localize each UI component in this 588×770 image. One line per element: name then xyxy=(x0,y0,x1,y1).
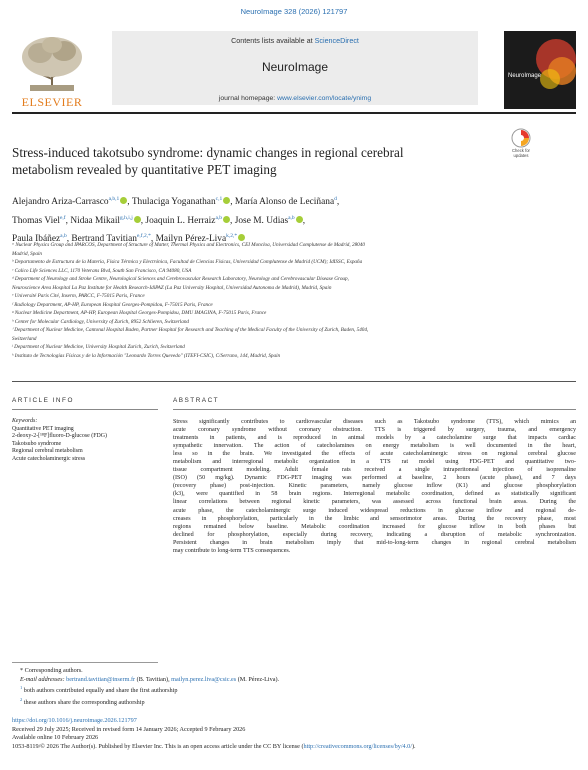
contents-line xyxy=(112,36,478,45)
author-affiliation-marks[interactable]: d xyxy=(334,196,337,202)
author-affiliation-marks[interactable]: e,f,2,* xyxy=(136,233,151,240)
cover-title: NeuroImage xyxy=(508,73,542,79)
footnotes xyxy=(12,667,576,708)
author-name[interactable]: Thomas Viel xyxy=(12,215,60,226)
author-name[interactable]: Joaquin L. Herraiz xyxy=(145,215,216,226)
affiliation-line: ᶠ Radiology Department, AP-HP, European Hospital Georges-Pompidou, F-75015 Paris, France xyxy=(12,301,213,308)
affiliation-line: Neuroscience Area Hospital La Paz Institute for Health Research-IdiPAZ (La Paz University Hospital, Universidad Autonoma de Madrid), Madrid, Spain xyxy=(12,284,332,291)
abstract-line: (ISO) (50 mg/kg). Dynamic FDG-PET imaging was performed at baseline, 2 hours (acute phase), and 7 days xyxy=(173,475,576,482)
journal-homepage xyxy=(112,95,478,102)
abstract-line: less so in the brain. We investigated the effects of acute catecholaminergic stress on regional cerebral glucose xyxy=(173,451,576,458)
elsevier-tree-logo xyxy=(12,33,92,95)
keyword[interactable]: 2-deoxy-2-[¹⁸F]fluoro-D-glucose (FDG) xyxy=(12,433,107,440)
badge-label-line-2: updates xyxy=(513,153,529,158)
author-affiliation-marks[interactable]: a,b,1 xyxy=(108,196,120,202)
keyword[interactable]: Acute catecholaminergic stress xyxy=(12,455,86,462)
abstract-line: tissue compartment modeling. Adult female rats received a single intraperitoneal injection of isoprenaline xyxy=(173,467,576,474)
author-separator: , xyxy=(127,197,132,208)
abstract-line: creases in phosphorylation, particularly in the limbic and sensorimotor areas. During the recovery phase, most xyxy=(173,515,576,522)
received-dates: Received 29 July 2025; Received in revised form 14 January 2026; Accepted 9 February 2026 xyxy=(12,725,246,733)
footnote-rule xyxy=(12,662,158,663)
available-online: Available online 10 February 2026 xyxy=(12,734,99,742)
abstract-heading: ABSTRACT xyxy=(173,397,220,404)
abstract-line: Stress significantly contributes to cardiovascular diseases such as Takotsubo syndrome (TTS), which mimics an xyxy=(173,419,576,425)
footnote-text: both authors contributed equally and share the first authorship xyxy=(22,687,178,695)
author-affiliation-marks[interactable]: a,b xyxy=(288,214,295,221)
email-owner: (B. Tavitian), xyxy=(135,675,172,683)
doi xyxy=(12,717,576,726)
abstract-line: (recovery phase) post-injection. Kinetic parameters, namely glucose inflow (K1) and glucose phosphorylation xyxy=(173,483,576,490)
abstract-line: Persistent changes in brain metabolism imply that mid-to-long-term changes in regional cerebral metabolism xyxy=(173,539,576,546)
author-separator: , xyxy=(65,215,71,226)
journal-name: NeuroImage xyxy=(261,60,329,74)
author-line-2 xyxy=(12,211,576,230)
author-name[interactable]: María Alonso de Leciñana xyxy=(234,197,335,208)
footnote-text: these authors share the corresponding authorship xyxy=(22,698,145,706)
author-list xyxy=(12,192,576,248)
affiliation-line: ʰ Center for Molecular Cardiology, University of Zurich, 8952 Schlieren, Switzerland xyxy=(12,318,190,325)
affiliation-line: ᶜ Calico Life Sciences LLC, 1170 Veterans Blvd, South San Francisco, CA 94080, USA xyxy=(12,267,192,274)
author-affiliation-marks[interactable]: c,1 xyxy=(215,196,223,202)
author-separator: , xyxy=(302,215,306,226)
affiliation-list xyxy=(12,241,576,360)
author-separator: , xyxy=(66,234,72,245)
license-link[interactable]: http://creativecommons.org/licenses/by/4.0/ xyxy=(303,742,412,750)
article-info-rule xyxy=(12,409,158,410)
elsevier-logo-text: ELSEVIER xyxy=(21,95,83,109)
footnote-mark: 1 xyxy=(20,685,23,691)
abstract-line: (k3), were quantified in 58 brain regions. Interregional metabolic coordination, defined as statistically significant xyxy=(173,491,576,498)
affiliation-line: ᵉ Université Paris Cité, Inserm, PARCC, F-75015 Paris, France xyxy=(12,293,145,299)
affiliation-line: Switzerland xyxy=(12,335,37,342)
badge-label-line-1: Check for xyxy=(512,148,530,153)
author-name[interactable]: Paula Ibáñez xyxy=(12,234,61,245)
license-prefix: 1053-8119/© 2026 The Author(s). Published by Elsevier Inc. This is an open access article under the CC BY license ( xyxy=(12,742,304,750)
footnote-2 xyxy=(12,696,576,708)
author-separator: , xyxy=(140,215,146,226)
abstract-line: acute phase, the catecholaminergic surge induced widespread reductions in glucose inflow and regional de- xyxy=(173,507,576,514)
affiliation-line: ⁱ Department of Nuclear Medicine, Cantonal Hospital Baden, Partner Hospital for Research and Teaching of the Medical Faculty of the University of Zurich, Baden, 5404, xyxy=(12,327,369,333)
license-suffix: ). xyxy=(412,742,416,750)
header-rule xyxy=(12,112,576,114)
abstract-line: linear correlations between regional kinetic parameters, was assessed across functional brain areas. During the xyxy=(173,499,576,506)
title-line-1: Stress-induced takotsubo syndrome: dynamic changes in regional cerebral xyxy=(12,145,404,160)
affiliation-line: ᵍ Nuclear Medicine Department, AP-HP, European Hospital Georges-Pompidou, DMU IMAGINA, F-75015 Paris, France xyxy=(12,310,267,316)
abstract-line: metabolism and interregional metabolic organization in a TTS rat model using FDG-PET and quantitative two- xyxy=(173,459,576,466)
affiliation-line: ᵏ Instituto de Tecnologías Físicas y de la Información "Leonardo Torres Quevedo" (ITEFI-CSIC), C/Serrano, 144, Madrid, Spain xyxy=(12,352,281,359)
abstract-body xyxy=(173,418,576,555)
footnote-mark: 2 xyxy=(20,696,23,702)
affiliation-line: ᵇ Departamento de Estructura de la Materia, Física Térmica y Electrónica, Facultad de Ciencias Físicas, Universidad Complutense de Madrid (UCM); IdISSC, España xyxy=(12,259,363,265)
homepage-prefix: journal homepage: xyxy=(218,95,278,102)
check-for-updates-label[interactable] xyxy=(500,148,542,158)
sciencedirect-link[interactable]: ScienceDirect xyxy=(314,36,359,45)
email-label: E-mail addresses: xyxy=(20,675,67,683)
corresponding-authors-note: * Corresponding authors. xyxy=(20,667,83,674)
footnote-1 xyxy=(12,684,576,696)
email-link-tavitian[interactable]: bertrand.tavitian@inserm.fr xyxy=(66,675,136,683)
author-name[interactable]: Bertrand Tavitian xyxy=(71,234,137,245)
article-title xyxy=(12,144,492,178)
orcid-icon[interactable] xyxy=(223,216,230,223)
author-separator: , xyxy=(230,215,235,226)
author-affiliation-marks[interactable]: e,f xyxy=(59,214,66,221)
affiliation-line: Madrid, Spain xyxy=(12,250,42,257)
orcid-icon[interactable] xyxy=(134,216,141,223)
keyword[interactable]: Regional cerebral metabolism xyxy=(12,448,83,455)
affiliation-line: ᵈ Department of Neurology and Stroke Centre, Neurological Sciences and Cerebrovascular Research Laboratory, Neurology and Cerebrovascular Disease Group, xyxy=(12,276,349,282)
keyword[interactable]: Takotsubo syndrome xyxy=(12,440,62,447)
email-link-perez-liva[interactable]: mailyn.perez.liva@csic.es xyxy=(171,675,237,683)
homepage-link[interactable]: www.elsevier.com/locate/ynimg xyxy=(277,95,372,102)
author-line-1 xyxy=(12,192,576,211)
author-affiliation-marks[interactable]: a,b xyxy=(60,233,67,240)
author-name[interactable]: Mailyn Pérez-Liva xyxy=(155,234,227,245)
keywords-label: Keywords: xyxy=(12,418,38,424)
article-info-heading: ARTICLE INFO xyxy=(12,397,74,404)
license-statement xyxy=(12,743,576,752)
author-affiliation-marks[interactable]: k,2,* xyxy=(226,233,238,240)
abstract-line: declined for phosphorylation, especially during recovery, indicating a disruption of metabolic synchronization. xyxy=(173,531,576,538)
author-affiliation-marks[interactable]: g,h,i,j xyxy=(120,214,133,221)
author-separator: , xyxy=(230,197,235,208)
author-separator: , xyxy=(150,234,156,245)
abstract-rule xyxy=(173,409,576,410)
author-name[interactable]: Jose M. Udias xyxy=(234,215,289,226)
abstract-line: treatments in patients, and is reproduced in animal models by a catecholamine surge that impacts cardiac xyxy=(173,435,576,442)
contents-prefix: Contents lists available at xyxy=(231,36,315,45)
orcid-icon[interactable] xyxy=(296,216,303,223)
keyword[interactable]: Quantitative PET imaging xyxy=(12,425,74,432)
abstract-line: may contribute to long-term TTS consequences. xyxy=(173,547,291,554)
author-affiliation-marks[interactable]: a,b xyxy=(215,214,223,221)
abstract-line: regions remained below baseline. Metabolic coordination increased for glucose inflow in both phases but xyxy=(173,523,576,530)
affiliation-line: ᵃ Nuclear Physics Group and IPARCOS, Department of Structure of Matter, Thermal Physics and Electronics, CEI Moncloa, Universidad Complutense de Madrid, 28040 xyxy=(12,242,365,248)
email-addresses xyxy=(12,676,576,685)
publication-info xyxy=(12,717,576,751)
keywords-block xyxy=(12,418,162,464)
title-line-2: metabolism revealed by quantitative PET imaging xyxy=(12,162,277,177)
abstract-line: sympathetic innervation. The action of catecholamines on energy metabolism is well documented in the heart, xyxy=(173,443,576,450)
doi-link[interactable]: https://doi.org/10.1016/j.neuroimage.2026.121797 xyxy=(12,717,137,724)
journal-reference[interactable]: NeuroImage 328 (2026) 121797 xyxy=(240,7,348,16)
journal-cover-image[interactable] xyxy=(504,31,576,109)
email-owner: (M. Pérez-Liva). xyxy=(236,675,280,683)
author-name[interactable]: Thulaciga Yoganathan xyxy=(131,197,216,208)
affiliation-line: ʲ Department of Nuclear Medicine, University Hospital Zurich, Zurich, Switzerland xyxy=(12,344,185,350)
author-separator: , xyxy=(336,197,340,208)
section-divider xyxy=(12,381,576,382)
author-name[interactable]: Nidaa Mikail xyxy=(70,215,121,226)
abstract-line: acute coronary syndrome without coronary obstruction. TTS is triggered by surgery, trauma, and emergency xyxy=(173,427,576,434)
author-name[interactable]: Alejandro Ariza-Carrasco xyxy=(12,197,109,208)
